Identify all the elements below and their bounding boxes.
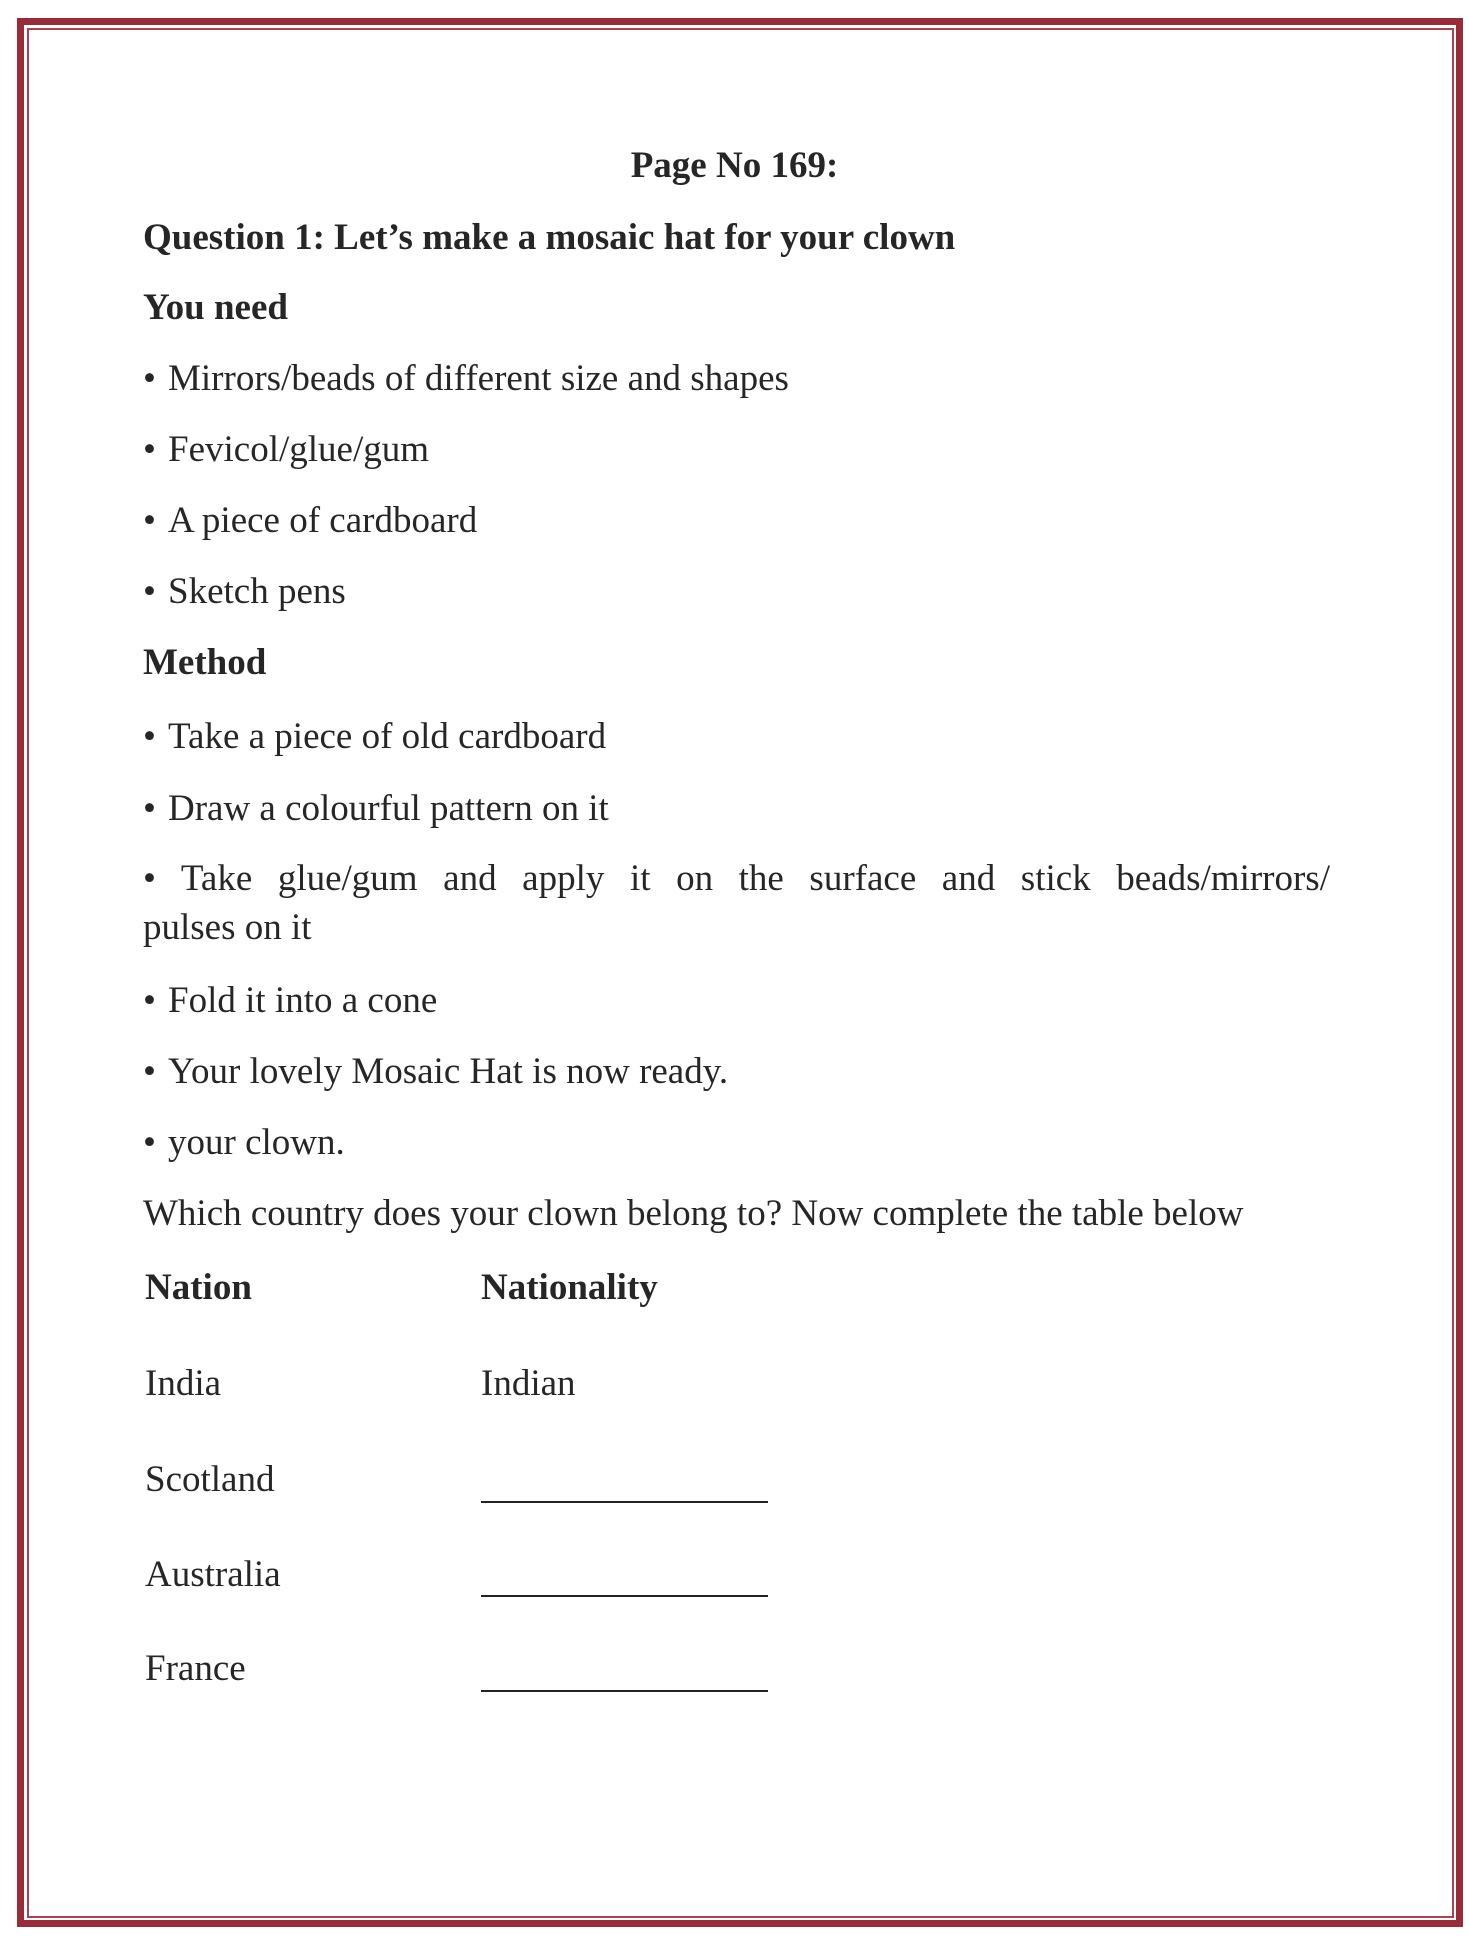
bullet-icon: • — [143, 980, 156, 1021]
instruction-text: Which country does your clown belong to? Now complete the table below — [143, 1193, 1244, 1234]
list-item-text: your clown. — [168, 1122, 345, 1163]
list-item-text: Draw a colourful pattern on it — [168, 788, 609, 829]
table-header-nationality: Nationality — [481, 1267, 658, 1308]
list-item — [143, 860, 1330, 897]
list-item-text: Fold it into a cone — [168, 980, 438, 1021]
answer-blank-line[interactable] — [481, 1501, 768, 1503]
list-item — [143, 718, 606, 755]
list-item — [143, 790, 609, 827]
list-item-text: Your lovely Mosaic Hat is now ready. — [168, 1051, 729, 1092]
table-cell-nationality: Indian — [481, 1363, 576, 1404]
page-title: Page No 169: — [630, 145, 839, 186]
bullet-icon: • — [143, 571, 156, 612]
list-item-text: Take a piece of old cardboard — [168, 716, 607, 757]
question-heading: Question 1: Let’s make a mosaic hat for your clown — [143, 217, 956, 258]
table-cell-nation: Scotland — [145, 1459, 275, 1500]
answer-blank-line[interactable] — [481, 1690, 768, 1692]
table-cell-nation: France — [145, 1648, 246, 1689]
list-item-text: Mirrors/beads of different size and shapes — [168, 358, 789, 399]
list-item-continuation: pulses on it — [143, 907, 312, 948]
list-item — [143, 1124, 345, 1161]
table-cell-nation: Australia — [145, 1554, 281, 1595]
bullet-icon: • — [143, 1051, 156, 1092]
bullet-icon: • — [143, 1122, 156, 1163]
list-item — [143, 502, 477, 539]
bullet-icon: • — [143, 858, 156, 899]
list-item-text: A piece of cardboard — [168, 500, 478, 541]
method-heading: Method — [143, 642, 267, 683]
list-item — [143, 1053, 728, 1090]
list-item-text: Sketch pens — [168, 571, 346, 612]
list-item-text: Take glue/gum and apply it on the surface and stick beads/mirrors/ — [180, 858, 1330, 899]
table-cell-nation: India — [145, 1363, 222, 1404]
table-header-nation: Nation — [145, 1267, 252, 1308]
bullet-icon: • — [143, 500, 156, 541]
list-item — [143, 431, 429, 468]
list-item — [143, 573, 346, 610]
list-item — [143, 360, 789, 397]
list-item-text: Fevicol/glue/gum — [168, 429, 430, 470]
answer-blank-line[interactable] — [481, 1595, 768, 1597]
bullet-icon: • — [143, 716, 156, 757]
list-item — [143, 982, 437, 1019]
bullet-icon: • — [143, 429, 156, 470]
bullet-icon: • — [143, 788, 156, 829]
bullet-icon: • — [143, 358, 156, 399]
you-need-heading: You need — [143, 287, 288, 328]
